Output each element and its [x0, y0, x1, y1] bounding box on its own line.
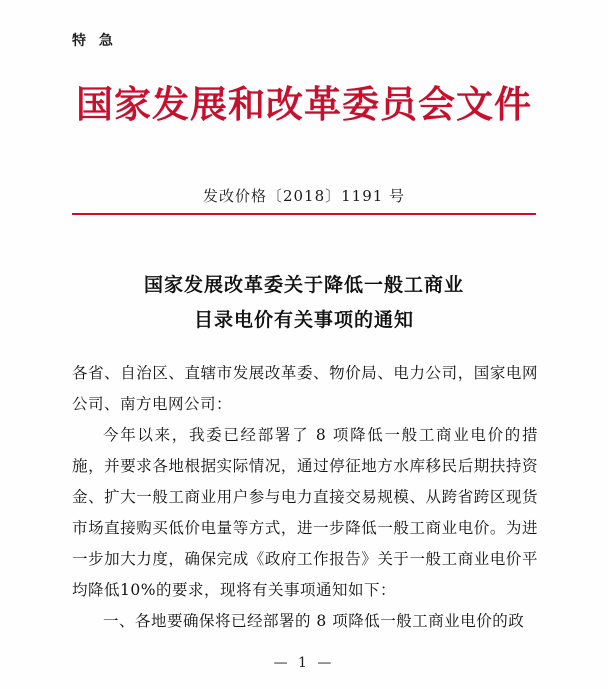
urgency-mark: 特 急 — [72, 33, 117, 49]
recipients-line: 各省、自治区、直辖市发展改革委、物价局、电力公司，国家电网公司、南方电网公司： — [72, 364, 538, 413]
page-number: — 1 — — [273, 655, 335, 671]
page-title-line-2: 目录电价有关事项的通知 — [193, 309, 414, 331]
page-title-line-1: 国家发展改革委关于降低一般工商业 — [143, 274, 464, 296]
page-title — [0, 268, 608, 338]
document-number: 发改价格〔2018〕1191 号 — [202, 187, 406, 205]
body-paragraph-1: 今年以来，我委已经部署了 8 项降低一般工商业电价的措施，并要求各地根据实际情况，通过停征地方水库移民后期扶持资金、扩大一般工商业用户参与电力直接交易规模、从跨省跨区现货市场直接购买低价电量等方式，进一步降低一般工商业电价。为进一步加大力度，确保完成《政府工作报告》关于一般工商业电价平均降低10%的要求，现将有关事项通知如下： — [72, 426, 538, 599]
document-masthead-title: 国家发展和改革委员会文件 — [76, 82, 532, 126]
red-divider-line — [72, 213, 536, 215]
document-body — [72, 358, 538, 637]
body-paragraph-2: 一、各地要确保将已经部署的 8 项降低一般工商业电价的政 — [103, 612, 525, 630]
